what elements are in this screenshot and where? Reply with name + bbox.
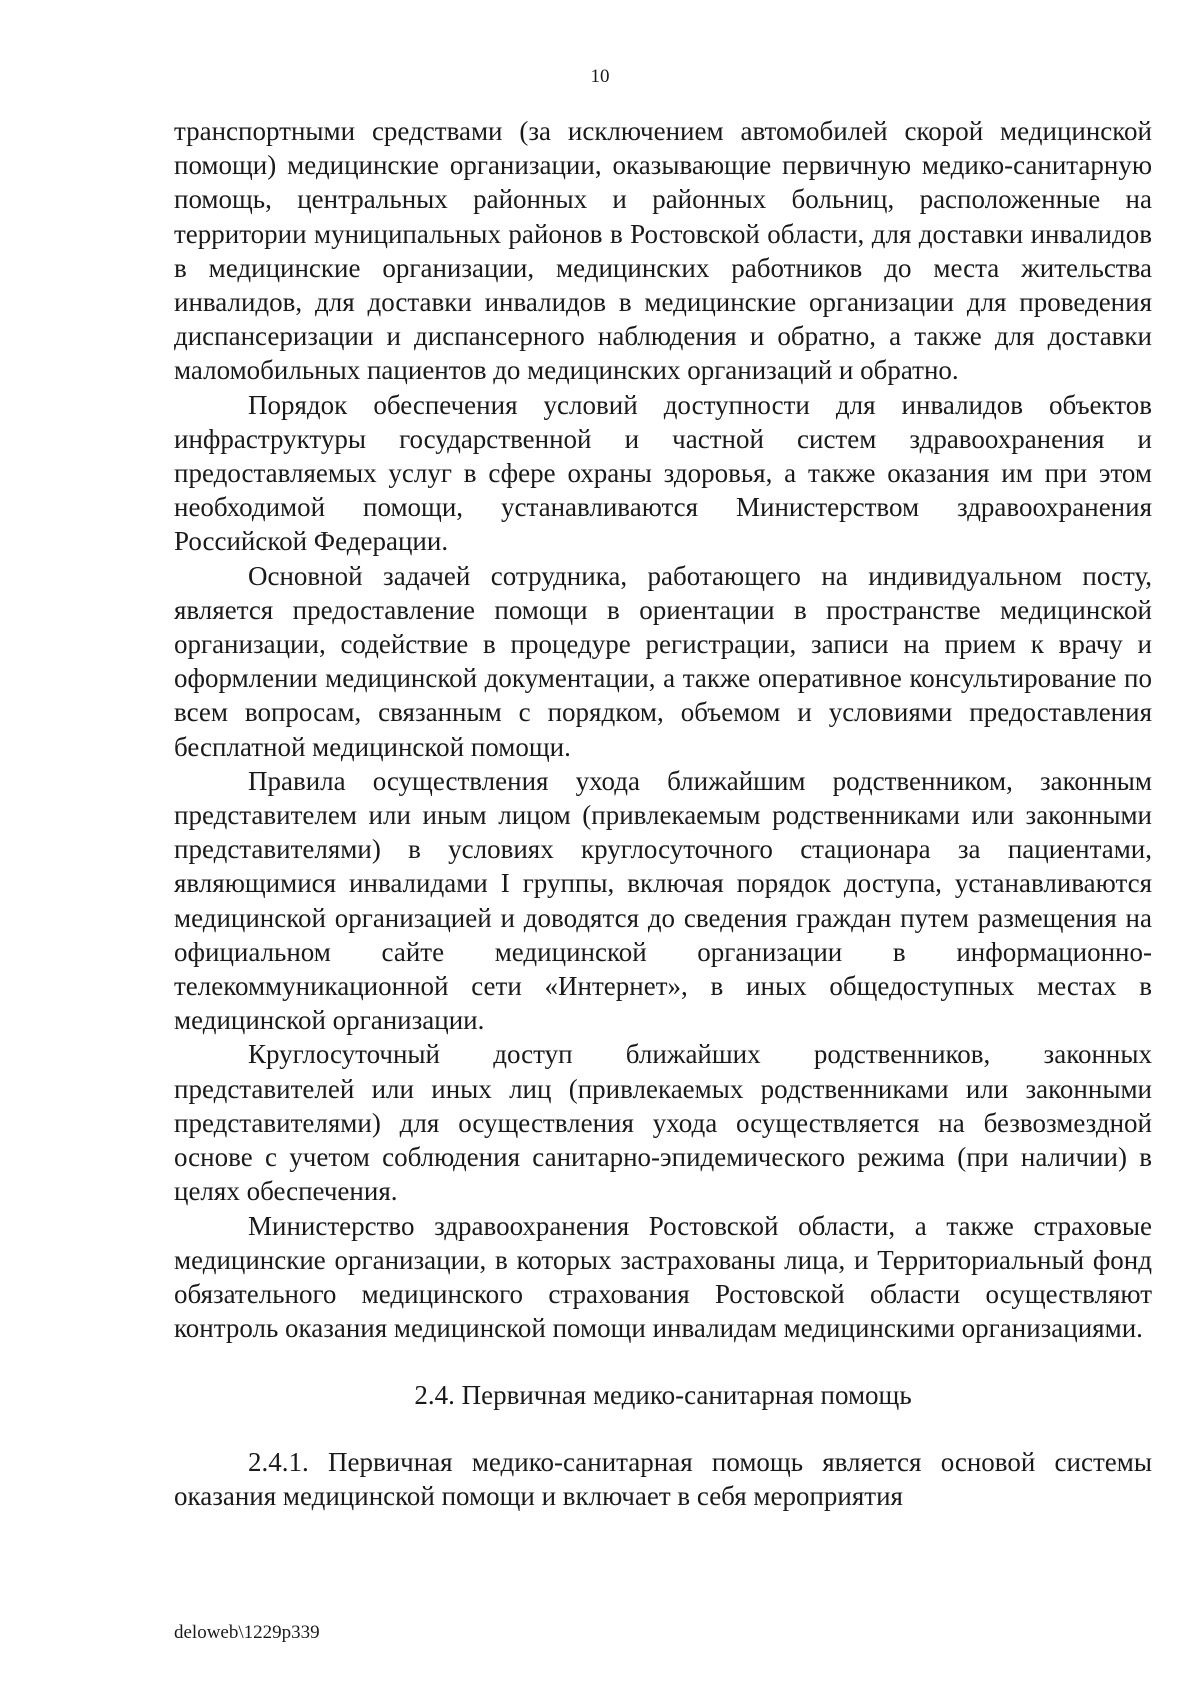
document-body [174, 114, 1152, 1513]
page-number: 10 [590, 66, 610, 87]
paragraph-round-the-clock-access: Круглосуточный доступ ближайших родственников, законных представителей или иных лиц (привлекаемых родственниками или законными представителями) для осуществления ухода осуществляется на безвозмездной основе с учетом соблюдения санитарно-эпидемического режима (при наличии) в целях обеспечения. [174, 1039, 1152, 1207]
section-heading: 2.4. Первичная медико-санитарная помощь [414, 1380, 912, 1411]
paragraph-care-rules: Правила осуществления ухода ближайшим родственником, законным представителем или иным лицом (привлекаемым родственниками или законными представителями) в условиях круглосуточного стационара за пациентами, являющимися инвалидами I группы, включая порядок доступа, устанавливаются медицинской организацией и доводятся до сведения граждан путем размещения на официальном сайте медицинской организации в информационно-телекоммуникационной сети «Интернет», в иных общедоступных местах в медицинской организации. [174, 765, 1152, 1036]
footer-document-code: deloweb\1229p339 [174, 1622, 320, 1643]
paragraph-section-first: 2.4.1. Первичная медико-санитарная помощь является основой системы оказания медицинской помощи и включает в себя мероприятия [174, 1446, 1152, 1511]
paragraph-individual-post: Основной задачей сотрудника, работающего на индивидуальном посту, является предоставление помощи в ориентации в пространстве медицинской организации, содействие в процедуре регистрации, записи на прием к врачу и оформлении медицинской документации, а также оперативное консультирование по всем вопросам, связанным с порядком, объемом и условиями предоставления бесплатной медицинской помощи. [174, 560, 1152, 762]
paragraph-continuation: транспортными средствами (за исключением автомобилей скорой медицинской помощи) медицинские организации, оказывающие первичную медико-санитарную помощь, центральных районных и районных больниц, расположенные на территории муниципальных районов в Ростовской области, для доставки инвалидов в медицинские организации, медицинских работников до места жительства инвалидов, для доставки инвалидов в медицинские организации для проведения диспансеризации и диспансерного наблюдения и обратно, а также для доставки маломобильных пациентов до медицинских организаций и обратно. [174, 116, 1152, 386]
paragraph-control: Министерство здравоохранения Ростовской области, а также страховые медицинские организации, в которых застрахованы лица, и Территориальный фонд обязательного медицинского страхования Ростовской области осуществляют контроль оказания медицинской помощи инвалидам медицинскими организациями. [174, 1210, 1152, 1344]
paragraph-accessibility-order: Порядок обеспечения условий доступности для инвалидов объектов инфраструктуры государственной и частной систем здравоохранения и предоставляемых услуг в сфере охраны здоровья, а также оказания им при этом необходимой помощи, устанавливаются Министерством здравоохранения Российской Федерации. [174, 389, 1152, 557]
